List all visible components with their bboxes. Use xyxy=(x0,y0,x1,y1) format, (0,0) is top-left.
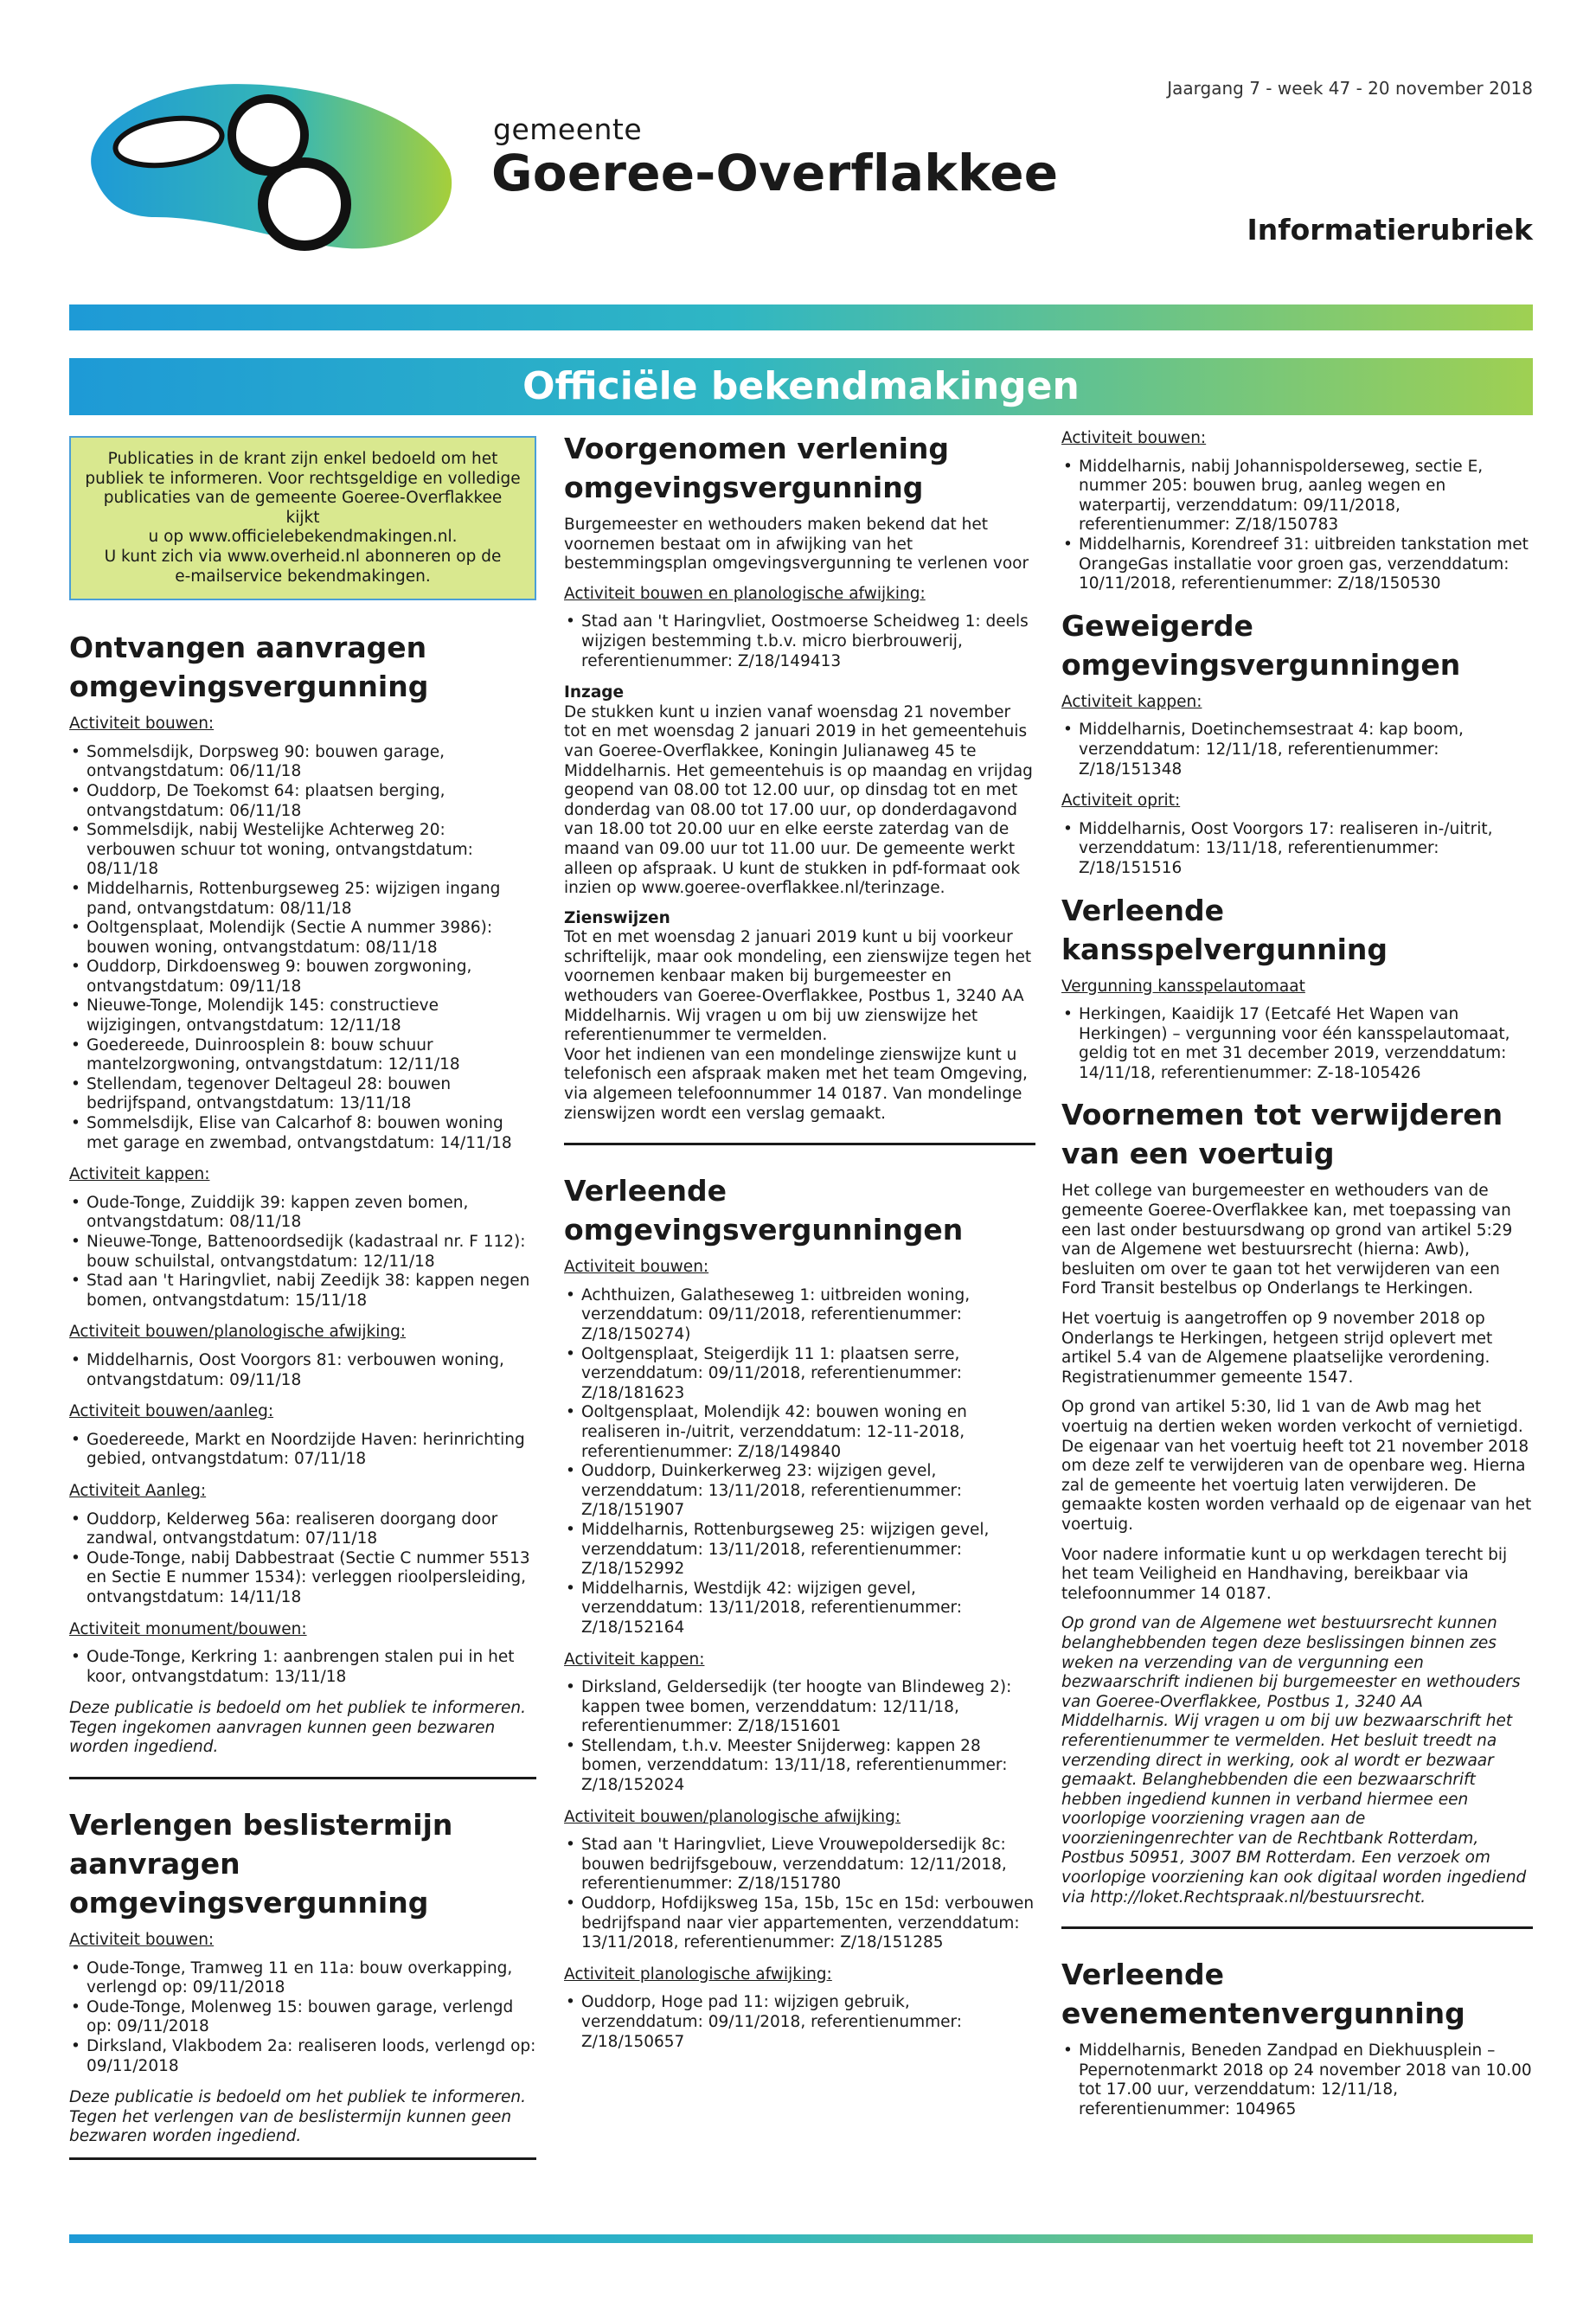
zienswijzen-text-2: Voor het indienen van een mondelinge zienswijze kunt u telefonisch een afspraak maken met het team Omgeving, via algemeen telefoonnummer 14 0187. Van mondelinge zienswijzen wordt een verslag gemaakt. xyxy=(564,1045,1028,1123)
notice-line: publiek te informeren. Voor rechtsgeldige en volledige xyxy=(85,469,521,488)
zienswijzen-heading: Zienswijzen xyxy=(564,908,670,927)
list-item: • Ouddorp, Dirkdoensweg 9: bouwen zorgwoning, ontvangstdatum: 09/11/18 xyxy=(69,958,536,997)
list-item: • Nieuwe-Tonge, Molendijk 145: constructieve wijzigingen, ontvangstdatum: 12/11/18 xyxy=(69,997,536,1035)
column-3 xyxy=(1061,429,1533,2132)
list-item: • Ooltgensplaat, Steigerdijk 11 1: plaatsen serre, verzenddatum: 09/11/2018, referentienummer: Z/18/181623 xyxy=(564,1345,1035,1404)
section-title: Voorgenomen verlening omgevingsvergunning xyxy=(564,432,950,504)
brand-subtitle: gemeente xyxy=(493,112,643,146)
activity-label: Activiteit bouwen/planologische afwijking: xyxy=(564,1807,901,1826)
zienswijzen-text: Tot en met woensdag 2 januari 2019 kunt u bij voorkeur schriftelijk, maar ook mondeling, een zienswijze tegen het voornemen kenbaar maken bij burgemeester en wethouders van Goeree-Overflakkee, Postbus 1, 3240 AA Middelharnis. Wij vragen u om bij uw zienswijze het referentienummer te vermelden. xyxy=(564,928,1032,1045)
column-2 xyxy=(564,429,1035,2064)
list-item: • Goedereede, Duinroosplein 8: bouw schuur mantelzorgwoning, ontvangstdatum: 12/11/18 xyxy=(69,1036,536,1075)
list-item: • Middelharnis, Rottenburgseweg 25: wijzigen gevel, verzenddatum: 13/11/2018, referentienummer: Z/18/152992 xyxy=(564,1521,1035,1580)
body-paragraph: Het voertuig is aangetroffen op 9 november 2018 op Onderlangs te Herkingen, hetgeen strijd oplevert met artikel 5.4 van de Algemene plaatselijke verordening. Registratienummer gemeente 1547. xyxy=(1061,1310,1493,1387)
list-item: • Ouddorp, Hofdijksweg 15a, 15b, 15c en 15d: verbouwen bedrijfspand naar vier appartementen, verzenddatum: 13/11/2018, referentienummer: Z/18/151285 xyxy=(564,1894,1035,1953)
issue-info: Jaargang 7 - week 47 - 20 november 2018 xyxy=(1167,78,1533,99)
brand-name: Goeree-Overflakkee xyxy=(491,144,1059,202)
list-item: • Ouddorp, Kelderweg 56a: realiseren doorgang door zandwal, ontvangstdatum: 07/11/18 xyxy=(69,1510,536,1549)
section-title: Verlengen beslistermijn aanvragen omgevingsvergunning xyxy=(69,1808,453,1920)
body-paragraph: Voor nadere informatie kunt u op werkdagen terecht bij het team Veiligheid en Handhaving, bereikbaar via telefoonnummer 14 0187. xyxy=(1061,1545,1508,1603)
activity-label: Activiteit bouwen en planologische afwijking: xyxy=(564,584,926,603)
list-item: • Sommelsdijk, Elise van Calcarhof 8: bouwen woning met garage en zwembad, ontvangstdatum: 14/11/18 xyxy=(69,1114,536,1153)
list-item: • Oude-Tonge, Tramweg 11 en 11a: bouw overkapping, verlengd op: 09/11/2018 xyxy=(69,1959,536,1998)
activity-label: Activiteit bouwen/aanleg: xyxy=(69,1402,274,1421)
section-divider xyxy=(1061,1926,1533,1929)
activity-label: Vergunning kansspelautomaat xyxy=(1061,977,1305,996)
body-paragraph: Op grond van artikel 5:30, lid 1 van de Awb mag het voertuig na dertien weken worden verkocht of vernietigd. De eigenaar van het voertuig heeft tot 21 november 2018 om deze zelf te verwijderen van de openbare weg. Hierna zal de gemeente het voertuig laten verwijderen. De gemaakte kosten worden verhaald op de eigenaar van het voertuig. xyxy=(1061,1398,1532,1534)
activity-label: Activiteit monument/bouwen: xyxy=(69,1619,307,1638)
list-item: • Middelharnis, Rottenburgseweg 25: wijzigen ingang pand, ontvangstdatum: 08/11/18 xyxy=(69,880,536,919)
section-divider xyxy=(69,1777,536,1779)
notice-line: publicaties van de gemeente Goeree-Overflakkee kijkt xyxy=(103,489,503,527)
list-item: • Nieuwe-Tonge, Battenoordsedijk (kadastraal nr. F 112): bouw schuilstal, ontvangstdatum: 12/11/18 xyxy=(69,1233,536,1272)
list-item: • Middelharnis, Beneden Zandpad en Diekhuusplein – Pepernotenmarkt 2018 op 24 november 2018 van 10.00 tot 17.00 uur, verzenddatum: 12/11/18, referentienummer: 104965 xyxy=(1061,2041,1533,2119)
list-item: • Dirksland, Vlakbodem 2a: realiseren loods, verlengd op: 09/11/2018 xyxy=(69,2037,536,2076)
list-item: • Ouddorp, Duinkerkerweg 23: wijzigen gevel, verzenddatum: 13/11/2018, referentienummer: Z/18/151907 xyxy=(564,1462,1035,1521)
list-item: • Stellendam, tegenover Deltageul 28: bouwen bedrijfspand, ontvangstdatum: 13/11/18 xyxy=(69,1075,536,1114)
list-item: • Oude-Tonge, Molenweg 15: bouwen garage, verlengd op: 09/11/2018 xyxy=(69,1998,536,2037)
banner-title: Officiële bekendmakingen xyxy=(69,358,1533,415)
activity-label: Activiteit oprit: xyxy=(1061,792,1181,811)
activity-label: Activiteit bouwen: xyxy=(564,1258,709,1277)
list-item: • Ouddorp, Hoge pad 11: wijzigen gebruik, verzenddatum: 09/11/2018, referentienummer: Z/18/150657 xyxy=(564,1993,1035,2052)
list-item: • Stad aan 't Haringvliet, Oostmoerse Scheidweg 1: deels wijzigen bestemming t.b.v. micro bierbrouwerij, referentienummer: Z/18/149413 xyxy=(564,612,1035,671)
top-divider-bar xyxy=(69,304,1533,330)
notice-line: Publicaties in de krant zijn enkel bedoeld om het xyxy=(107,450,498,468)
item-list xyxy=(69,1959,536,2077)
list-item: • Stad aan 't Haringvliet, nabij Zeedijk 38: kappen negen bomen, ontvangstdatum: 15/11/18 xyxy=(69,1272,536,1311)
disclaimer: Deze publicatie is bedoeld om het publiek te informeren. Tegen het verlengen van de beslistermijn kunnen geen bezwaren worden ingediend. xyxy=(69,2088,526,2146)
item-list xyxy=(1061,1005,1533,1083)
notice-line: u op www.officielebekendmakingen.nl. xyxy=(148,528,458,547)
activity-label: Activiteit bouwen: xyxy=(1061,429,1207,447)
list-item: • Goedereede, Markt en Noordzijde Haven: herinrichting gebied, ontvangstdatum: 07/11/18 xyxy=(69,1431,536,1470)
list-item: • Oude-Tonge, Zuiddijk 39: kappen zeven bomen, ontvangstdatum: 08/11/18 xyxy=(69,1194,536,1233)
item-list xyxy=(1061,721,1533,779)
list-item: • Middelharnis, Doetinchemsestraat 4: kap boom, verzenddatum: 12/11/18, referentienummer: Z/18/151348 xyxy=(1061,721,1533,779)
notice-box xyxy=(69,436,536,600)
inzage-text: De stukken kunt u inzien vanaf woensdag 21 november tot en met woensdag 2 januari 2019 in het gemeentehuis van Goeree-Overflakkee, Koningin Julianaweg 45 te Middelharnis. Het gemeentehuis is op maandag en vrijdag geopend van 08.00 tot 12.00 uur, op dinsdag tot en met donderdag van 08.00 tot 17.00 uur, op donderdagavond van 18.00 tot 20.00 uur en elke eerste zaterdag van de maand van 09.00 uur tot 11.00 uur. De gemeente werkt alleen op afspraak. U kunt de stukken in pdf-formaat ook inzien op www.goeree-overflakkee.nl/terinzage. xyxy=(564,702,1033,898)
section-divider xyxy=(69,2157,536,2160)
item-list xyxy=(69,1194,536,1311)
list-item: • Middelharnis, nabij Johannispolderseweg, sectie E, nummer 205: bouwen brug, aanleg wegen en waterpartij, verzenddatum: 09/11/2018, referentienummer: Z/18/150783 xyxy=(1061,458,1533,535)
list-item: • Ouddorp, De Toekomst 64: plaatsen berging, ontvangstdatum: 06/11/18 xyxy=(69,782,536,821)
activity-label: Activiteit kappen: xyxy=(1061,692,1202,711)
notice-line: U kunt zich via www.overheid.nl abonneren op de xyxy=(104,547,502,566)
item-list xyxy=(564,1286,1035,1638)
list-item: • Oude-Tonge, nabij Dabbestraat (Sectie C nummer 5513 en Sectie E nummer 1534): verleggen rioolpersleiding, ontvangstdatum: 14/11/18 xyxy=(69,1549,536,1608)
item-list xyxy=(69,1510,536,1608)
section-title: Geweigerde omgevingsvergunningen xyxy=(1061,608,1461,682)
item-list xyxy=(564,1993,1035,2052)
item-list xyxy=(564,612,1035,671)
list-item: • Achthuizen, Galatheseweg 1: uitbreiden woning, verzenddatum: 09/11/2018, referentienummer: Z/18/150274) xyxy=(564,1286,1035,1345)
municipality-logo xyxy=(69,74,454,260)
list-item: • Middelharnis, Oost Voorgors 17: realiseren in-/uitrit, verzenddatum: 13/11/18, referentienummer: Z/18/151516 xyxy=(1061,820,1533,879)
inzage-heading: Inzage xyxy=(564,683,625,702)
list-item: • Dirksland, Geldersedijk (ter hoogte van Blindeweg 2): kappen twee bomen, verzenddatum: 12/11/18, referentienummer: Z/18/151601 xyxy=(564,1678,1035,1737)
activity-label: Activiteit Aanleg: xyxy=(69,1481,207,1500)
section-title: Verleende evenementenvergunning xyxy=(1061,1958,1465,2031)
section-title: Verleende kansspelvergunning xyxy=(1061,893,1388,966)
section-title: Ontvangen aanvragen omgevingsvergunning xyxy=(69,631,429,704)
notice-line: e-mailservice bekendmakingen. xyxy=(175,567,431,586)
item-list xyxy=(69,1648,536,1687)
list-item: • Sommelsdijk, Dorpsweg 90: bouwen garage, ontvangstdatum: 06/11/18 xyxy=(69,743,536,782)
item-list xyxy=(69,743,536,1153)
bottom-divider-bar xyxy=(69,2234,1533,2243)
section-label: Informatierubriek xyxy=(1247,213,1533,247)
list-item: • Oude-Tonge, Kerkring 1: aanbrengen stalen pui in het koor, ontvangstdatum: 13/11/18 xyxy=(69,1648,536,1687)
item-list xyxy=(69,1351,536,1390)
section-title: Verleende omgevingsvergunningen xyxy=(564,1174,964,1247)
item-list xyxy=(1061,458,1533,594)
disclaimer: Deze publicatie is bedoeld om het publiek te informeren. Tegen ingekomen aanvragen kunnen geen bezwaren worden ingediend. xyxy=(69,1699,526,1757)
activity-label: Activiteit kappen: xyxy=(564,1650,705,1669)
item-list xyxy=(564,1678,1035,1796)
activity-label: Activiteit bouwen: xyxy=(69,1931,215,1950)
list-item: • Middelharnis, Oost Voorgors 81: verbouwen woning, ontvangstdatum: 09/11/18 xyxy=(69,1351,536,1390)
activity-label: Activiteit kappen: xyxy=(69,1165,210,1184)
list-item: • Sommelsdijk, nabij Westelijke Achterweg 20: verbouwen schuur tot woning, ontvangstdatum: 08/11/18 xyxy=(69,821,536,880)
body-paragraph: Het college van burgemeester en wethouders van de gemeente Goeree-Overflakkee kan, met toepassing van een last onder bestuursdwang op grond van artikel 5:29 van de Algemene wet bestuursrecht (hierna: Awb), besluiten om over te gaan tot het verwijderen van een Ford Transit bestelbus op Onderlangs te Herkingen. xyxy=(1061,1182,1513,1298)
list-item: • Middelharnis, Westdijk 42: wijzigen gevel, verzenddatum: 13/11/2018, referentienummer: Z/18/152164 xyxy=(564,1580,1035,1638)
section-divider xyxy=(564,1143,1035,1145)
column-1 xyxy=(69,429,536,2186)
list-item: • Stad aan 't Haringvliet, Lieve Vrouwepoldersedijk 8c: bouwen bedrijfsgebouw, verzenddatum: 12/11/2018, referentienummer: Z/18/151780 xyxy=(564,1836,1035,1894)
activity-label: Activiteit bouwen/planologische afwijking: xyxy=(69,1323,407,1342)
list-item: • Ooltgensplaat, Molendijk 42: bouwen woning en realiseren in-/uitrit, verzenddatum: 12-11-2018, referentienummer: Z/18/149840 xyxy=(564,1403,1035,1462)
activity-label: Activiteit planologische afwijking: xyxy=(564,1965,832,1984)
list-item: • Stellendam, t.h.v. Meester Snijderweg: kappen 28 bomen, verzenddatum: 13/11/18, referentienummer: Z/18/152024 xyxy=(564,1737,1035,1796)
item-list xyxy=(1061,820,1533,879)
legal-notice: Op grond van de Algemene wet bestuursrecht kunnen belanghebbenden tegen deze beslissingen binnen zes weken na verzending van de vergunning een bezwaarschrift indienen bij burgemeester en wethouders van Goeree-Overflakkee, Postbus 1, 3240 AA Middelharnis. Wij vragen u om bij uw bezwaarschrift het referentienummer te vermelden. Het besluit treedt na verzending direct in werking, ook al wordt er bezwaar gemaakt. Belanghebbenden die een bezwaarschrift hebben ingediend kunnen in verband hiermee een voorlopige voorziening vragen aan de voorzieningenrechter van de Rechtbank Rotterdam, Postbus 50951, 3007 BM Rotterdam. Een verzoek om voorlopige voorziening kan ook digitaal worden ingediend via http://loket.Rechtspraak.nl/bestuursrecht. xyxy=(1061,1614,1527,1907)
item-list xyxy=(564,1836,1035,1953)
item-list xyxy=(1061,2041,1533,2119)
list-item: • Herkingen, Kaaidijk 17 (Eetcafé Het Wapen van Herkingen) – vergunning voor één kansspelautomaat, geldig tot en met 31 december 2019, verzenddatum: 14/11/18, referentienummer: Z-18-105426 xyxy=(1061,1005,1533,1083)
section-title: Voornemen tot verwijderen van een voertuig xyxy=(1061,1098,1503,1171)
list-item: • Middelharnis, Korendreef 31: uitbreiden tankstation met OrangeGas installatie voor groen gas, verzenddatum: 10/11/2018, referentienummer: Z/18/150530 xyxy=(1061,535,1533,594)
activity-label: Activiteit bouwen: xyxy=(69,715,215,734)
intro-text: Burgemeester en wethouders maken bekend dat het voornemen bestaat om in afwijking van het bestemmingsplan omgevingsvergunning te verlenen voor xyxy=(564,516,1029,574)
list-item: • Ooltgensplaat, Molendijk (Sectie A nummer 3986): bouwen woning, ontvangstdatum: 08/11/18 xyxy=(69,919,536,958)
item-list xyxy=(69,1431,536,1470)
